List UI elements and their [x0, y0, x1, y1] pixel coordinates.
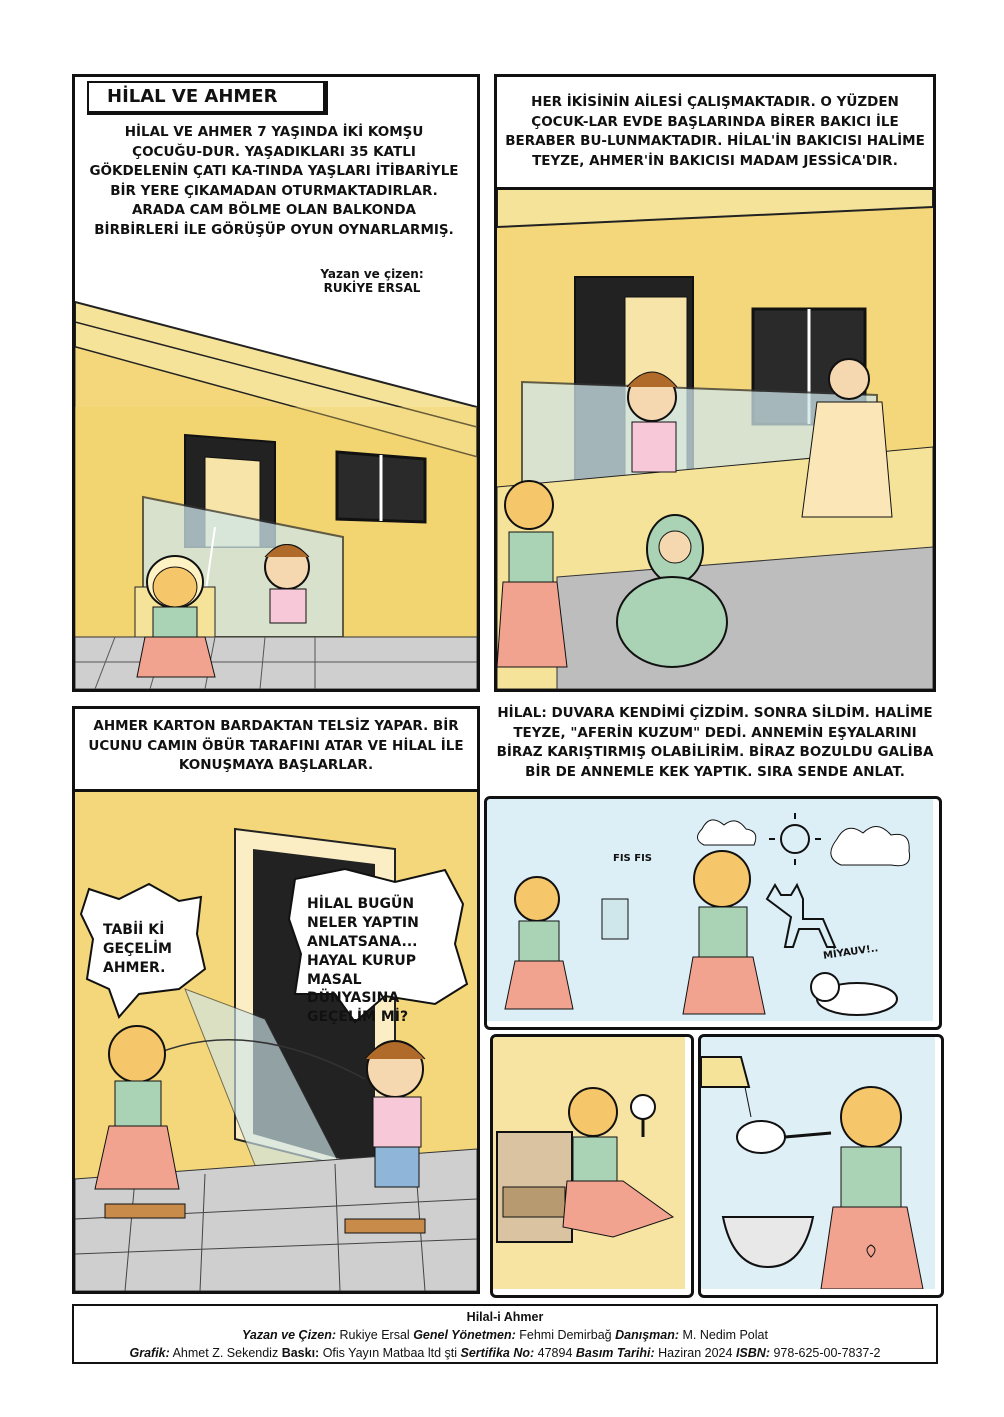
bubble-hilal-text: TABİİ Kİ GEÇELİM AHMER.	[103, 922, 172, 976]
panel-1-byline	[307, 267, 437, 295]
credits-line-1: Yazan ve Çizen: Rukiye Ersal Genel Yönetmen: Fehmi Demirbağ Danışman: M. Nedim Polat	[242, 1328, 768, 1342]
panel-4c	[698, 1034, 944, 1298]
panel-4b	[490, 1034, 694, 1298]
sfx-spray: FIS FIS	[613, 853, 652, 864]
panel-1-title: HİLAL VE AHMER	[107, 86, 278, 107]
byline-label: Yazan ve çizen:	[320, 267, 424, 281]
credits-box	[72, 1304, 938, 1364]
byline-name: RUKİYE ERSAL	[323, 281, 421, 295]
credits-line-2: Grafik: Ahmet Z. Sekendiz Baskı: Ofis Yayın Matbaa ltd şti Sertifika No: 47894 Basım Tarihi: Haziran 2024 ISBN: 978-625-00-7837-2	[129, 1346, 881, 1360]
panel-4-caption: HİLAL: DUVARA KENDİMİ ÇİZDİM. SONRA SİLDİM. HALİME TEYZE, "AFERİN KUZUM" DEDİ. ANNEMİN EŞYALARINI BİRAZ KARIŞTIRMIŞ OLABİLİRİM. BİRAZ BOZULDU GALİBA BİR DE ANNEMLE KEK YAPTIK. SIRA SENDE ANLAT.	[496, 705, 934, 780]
panel-3	[72, 706, 480, 1294]
panel-4a-art	[487, 799, 933, 1021]
panel-1	[72, 74, 480, 692]
panel-1-caption: HİLAL VE AHMER 7 YAŞINDA İKİ KOMŞU ÇOCUĞU-DUR. YAŞADIKLARI 35 KATLI GÖKDELENİN ÇATI KA-TINDA YAŞLARI İTİBARİYLE BİR YERE ÇIKAMADAN OTURMAKTADIRLAR. ARADA CAM BÖLME OLAN BALKONDA BİRBİRLERİ İLE GÖRÜŞÜP OYUN OYNARLARMIŞ.	[89, 124, 459, 238]
bubble-ahmer-text: HİLAL BUGÜN NELER YAPTIN ANLATSANA... HAYAL KURUP MASAL DÜNYASINA GEÇELİM Mİ?	[307, 896, 419, 1026]
panel-2	[494, 74, 936, 692]
sfx-cat: MİYAUV!..	[822, 943, 879, 962]
panel-4c-art	[701, 1037, 935, 1289]
panel-4a	[484, 796, 942, 1030]
panel-4b-art	[493, 1037, 685, 1289]
panel-3-caption: AHMER KARTON BARDAKTAN TELSİZ YAPAR. BİR UCUNU CAMIN ÖBÜR TARAFINI ATAR VE HİLAL İLE KONUŞMAYA BAŞLARLAR.	[88, 718, 464, 774]
panel-2-caption: HER İKİSİNİN AİLESİ ÇALIŞMAKTADIR. O YÜZDEN ÇOCUK-LAR EVDE BAŞLARINDA BİRER BAKICI İLE BERABER BU-LUNMAKTADIR. HİLAL'İN BAKICISI HALİME TEYZE, AHMER'İN BAKICISI MADAM JESSİCA'DIR.	[505, 94, 925, 169]
panel-1-title-box	[87, 81, 328, 115]
credits-title: Hilal-i Ahmer	[466, 1310, 544, 1324]
